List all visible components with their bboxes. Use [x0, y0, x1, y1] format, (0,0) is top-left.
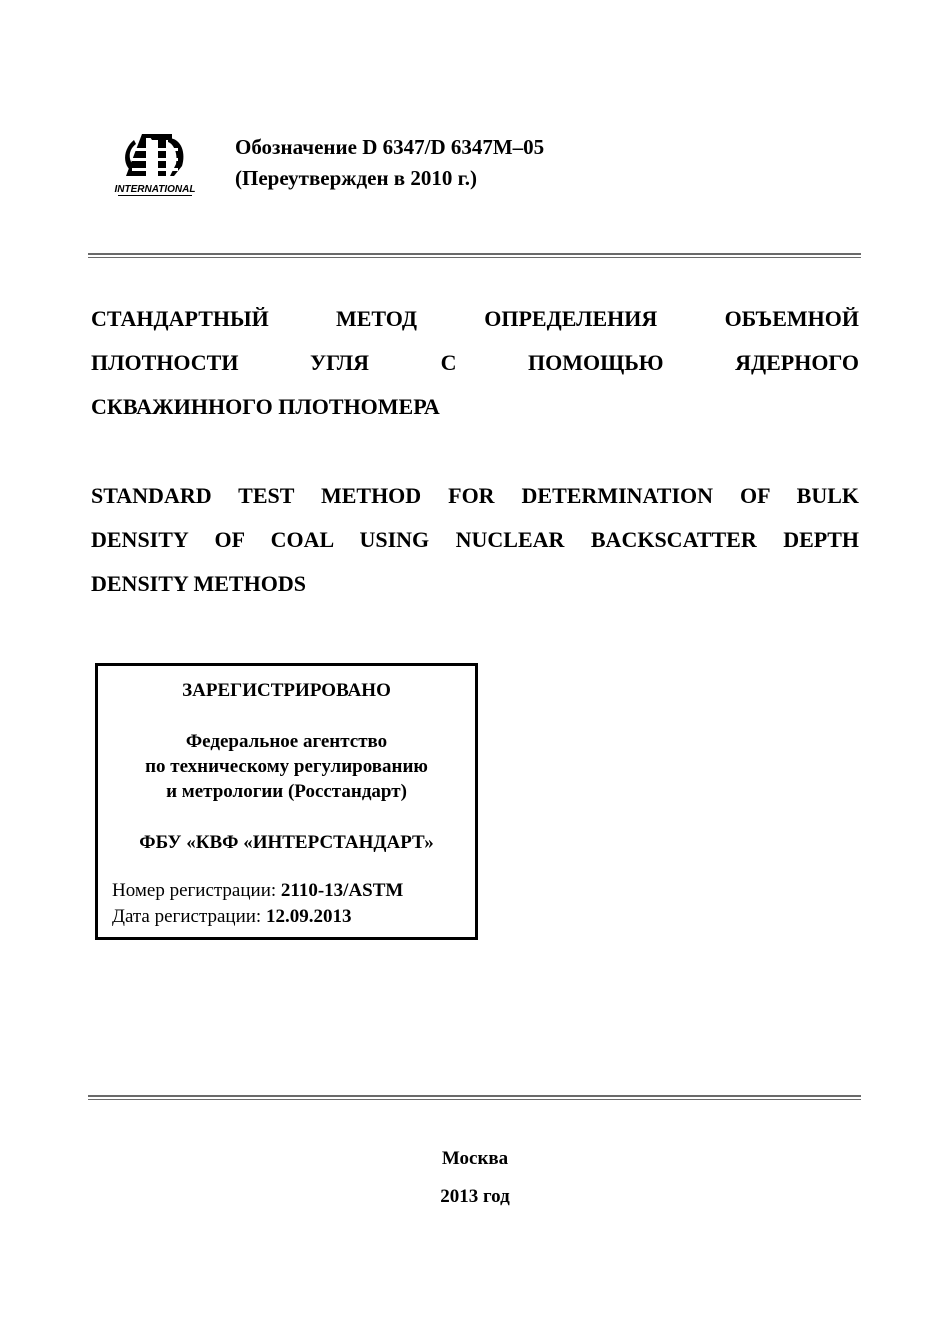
title-en-line-1: STANDARD TEST METHOD FOR DETERMINATION OF BULK [91, 483, 859, 508]
organization-name: ФБУ «КВФ «ИНТЕРСТАНДАРТ» [139, 832, 434, 853]
registration-heading: ЗАРЕГИСТРИРОВАНО [182, 680, 391, 701]
registration-date-label: Дата регистрации: [112, 906, 266, 927]
bottom-divider [88, 1095, 861, 1100]
agency-line-2: по техническому регулированию [145, 756, 428, 777]
agency-line-3: и метрологии (Росстандарт) [166, 781, 407, 802]
registration-date-value: 12.09.2013 [265, 906, 352, 927]
top-divider [88, 253, 861, 258]
astm-logo [112, 128, 198, 198]
registration-number [112, 880, 403, 902]
astm-emblem-icon [125, 134, 183, 176]
reapproved-note: (Переутвержден в 2010 г.) [235, 166, 478, 190]
logo-subtext: INTERNATIONAL [114, 184, 196, 195]
title-en-line-3: DENSITY METHODS [91, 571, 306, 596]
agency-line-1: Федеральное агентство [185, 731, 388, 752]
registration-box [95, 663, 478, 940]
title-ru-line-1: СТАНДАРТНЫЙ МЕТОД ОПРЕДЕЛЕНИЯ ОБЪЕМНОЙ [91, 306, 859, 331]
title-ru-line-2: ПЛОТНОСТИ УГЛЯ С ПОМОЩЬЮ ЯДЕРНОГО [91, 350, 859, 375]
registration-number-value: 2110-13/ASTM [280, 880, 404, 901]
registration-date [112, 906, 351, 928]
title-ru-line-3: СКВАЖИННОГО ПЛОТНОМЕРА [91, 394, 440, 419]
designation: Обозначение D 6347/D 6347M–05 [235, 135, 545, 159]
publication-city: Москва [441, 1148, 509, 1169]
publication-year: 2013 год [440, 1186, 510, 1207]
registration-number-label: Номер регистрации: [112, 880, 281, 901]
title-en-line-2: DENSITY OF COAL USING NUCLEAR BACKSCATTER DEPTH [91, 527, 859, 552]
